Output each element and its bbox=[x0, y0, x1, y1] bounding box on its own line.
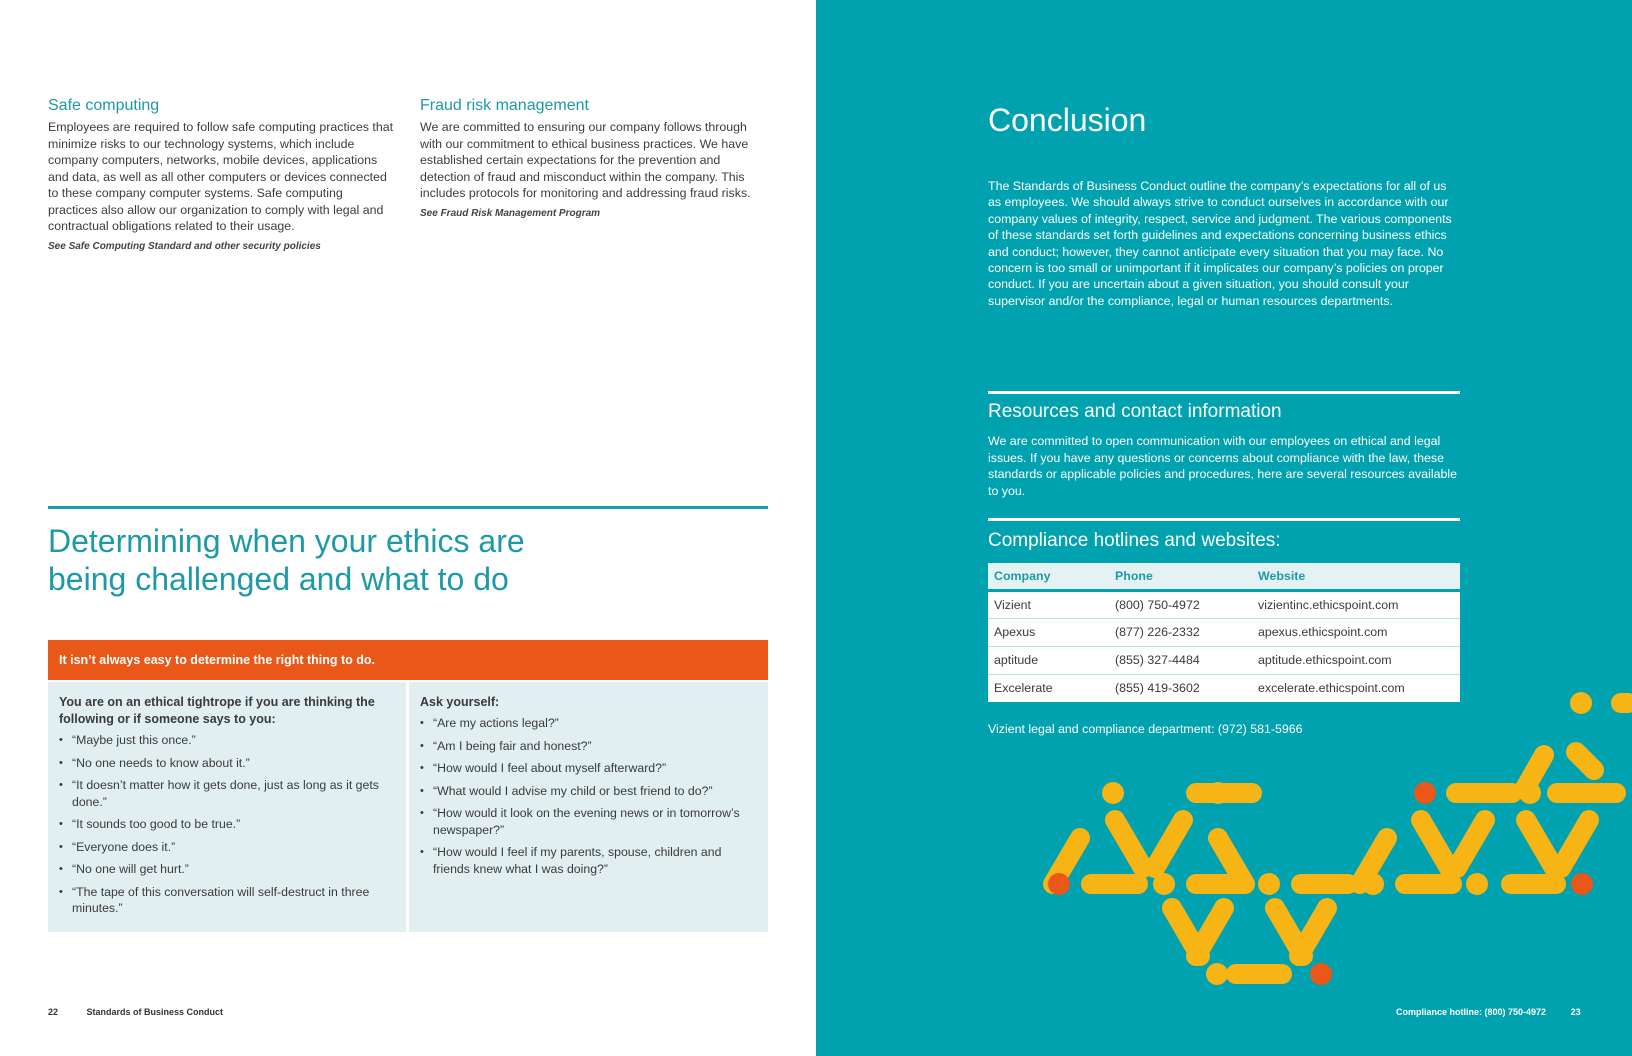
fraud-risk-body: We are committed to ensuring our company follows through with our commitment to ethical business practices. We have established certain expectations for the prevention and detection of fraud and misconduct within the company. This includes protocols for monitoring and addressing fraud risks. bbox=[420, 120, 751, 200]
right-page bbox=[816, 0, 1632, 1056]
ask-yourself-heading: Ask yourself: bbox=[420, 695, 500, 709]
table-row bbox=[988, 590, 1460, 618]
section-divider bbox=[48, 506, 768, 509]
column-header-company: Company bbox=[988, 563, 1109, 590]
list-item: • “Am I being fair and honest?” bbox=[420, 738, 757, 755]
ask-yourself-box bbox=[409, 682, 768, 932]
company-cell: aptitude bbox=[988, 646, 1109, 674]
resources-divider bbox=[988, 391, 1460, 394]
company-cell: Vizient bbox=[988, 590, 1109, 618]
fraud-risk-reference: See Fraud Risk Management Program bbox=[420, 207, 601, 219]
right-footer bbox=[1396, 1007, 1581, 1017]
fraud-risk-section bbox=[420, 96, 766, 219]
conclusion-body: The Standards of Business Conduct outline the company’s expectations for all of us as employees. We should always strive to conduct ourselves in accordance with our company values of integrity, respect, service and judgment. The various components of these standards set forth guidelines and expectations concerning business ethics and conduct; however, they cannot anticipate every situation that you may face. No concern is too small or unimportant if it implicates our company’s policies on proper conduct. If you are uncertain about a given situation, you should consult your supervisor and/or the compliance, legal or human resources departments. bbox=[988, 179, 1452, 308]
document-title: Standards of Business Conduct bbox=[86, 1007, 224, 1017]
tightrope-heading: You are on an ethical tightrope if you are thinking the following or if someone says to you: bbox=[59, 695, 375, 726]
list-item: • “The tape of this conversation will self-destruct in three minutes.” bbox=[59, 884, 395, 917]
list-item: • “No one will get hurt.” bbox=[59, 861, 395, 878]
column-header-website: Website bbox=[1252, 563, 1460, 590]
list-item: • “How would I feel if my parents, spouse, children and friends knew what I was doing?” bbox=[420, 844, 757, 877]
resources-heading: Resources and contact information bbox=[988, 401, 1282, 422]
list-item: • “How would I feel about myself afterward?” bbox=[420, 760, 757, 777]
table-row bbox=[988, 618, 1460, 646]
ethics-heading: Determining when your ethics are being challenged and what to do bbox=[48, 523, 525, 597]
phone-cell: (877) 226-2332 bbox=[1109, 618, 1252, 646]
page-number: 22 bbox=[48, 1007, 59, 1017]
table-row bbox=[988, 646, 1460, 674]
list-item: • “It doesn’t matter how it gets done, just as long as it gets done.” bbox=[59, 777, 395, 810]
conclusion-heading: Conclusion bbox=[988, 102, 1147, 138]
website-cell: apexus.ethicspoint.com bbox=[1252, 618, 1460, 646]
phone-cell: (855) 327-4484 bbox=[1109, 646, 1252, 674]
list-item: • “Maybe just this once.” bbox=[59, 732, 395, 749]
left-footer bbox=[48, 1007, 223, 1017]
list-item: • “What would I advise my child or best friend to do?” bbox=[420, 783, 757, 800]
footer-hotline: Compliance hotline: (800) 750-4972 bbox=[1396, 1007, 1547, 1017]
hotlines-divider bbox=[988, 518, 1460, 521]
tightrope-box bbox=[48, 682, 406, 932]
list-item: • “Everyone does it.” bbox=[59, 839, 395, 856]
safe-computing-reference: See Safe Computing Standard and other security policies bbox=[48, 240, 321, 252]
tightrope-list bbox=[59, 732, 395, 917]
list-item: • “No one needs to know about it.” bbox=[59, 755, 395, 772]
hotlines-heading: Compliance hotlines and websites: bbox=[988, 530, 1281, 551]
table-header-row bbox=[988, 563, 1460, 590]
list-item: • “Are my actions legal?” bbox=[420, 715, 757, 732]
safe-computing-section bbox=[48, 96, 394, 252]
legal-department-line: Vizient legal and compliance department: (972) 581-5966 bbox=[988, 722, 1303, 736]
decorative-pattern bbox=[816, 680, 1632, 1000]
website-cell: aptitude.ethicspoint.com bbox=[1252, 646, 1460, 674]
alert-banner: It isn’t always easy to determine the right thing to do. bbox=[48, 640, 768, 680]
column-header-phone: Phone bbox=[1109, 563, 1252, 590]
website-cell: excelerate.ethicspoint.com bbox=[1252, 674, 1460, 702]
list-item: • “It sounds too good to be true.” bbox=[59, 816, 395, 833]
company-cell: Apexus bbox=[988, 618, 1109, 646]
resources-body: We are committed to open communication with our employees on ethical and legal issues. If you have any questions or concerns about compliance with the law, these standards or applicable policies and procedures, here are several resources available to you. bbox=[988, 434, 1458, 498]
phone-cell: (800) 750-4972 bbox=[1109, 590, 1252, 618]
list-item: • “How would it look on the evening news or in tomorrow’s newspaper?” bbox=[420, 805, 757, 838]
safe-computing-heading: Safe computing bbox=[48, 97, 160, 114]
phone-cell: (855) 419-3602 bbox=[1109, 674, 1252, 702]
website-cell: vizientinc.ethicspoint.com bbox=[1252, 590, 1460, 618]
company-cell: Excelerate bbox=[988, 674, 1109, 702]
safe-computing-body: Employees are required to follow safe computing practices that minimize risks to our technology systems, which include company computers, networks, mobile devices, applications and data, as well as all other computers or devices connected to these company computer systems. Safe computing practices also allow our organization to comply with legal and contractual obligations related to their usage. bbox=[48, 120, 394, 233]
ask-yourself-list bbox=[420, 715, 757, 877]
page-number: 23 bbox=[1570, 1007, 1581, 1017]
fraud-risk-heading: Fraud risk management bbox=[420, 97, 589, 114]
